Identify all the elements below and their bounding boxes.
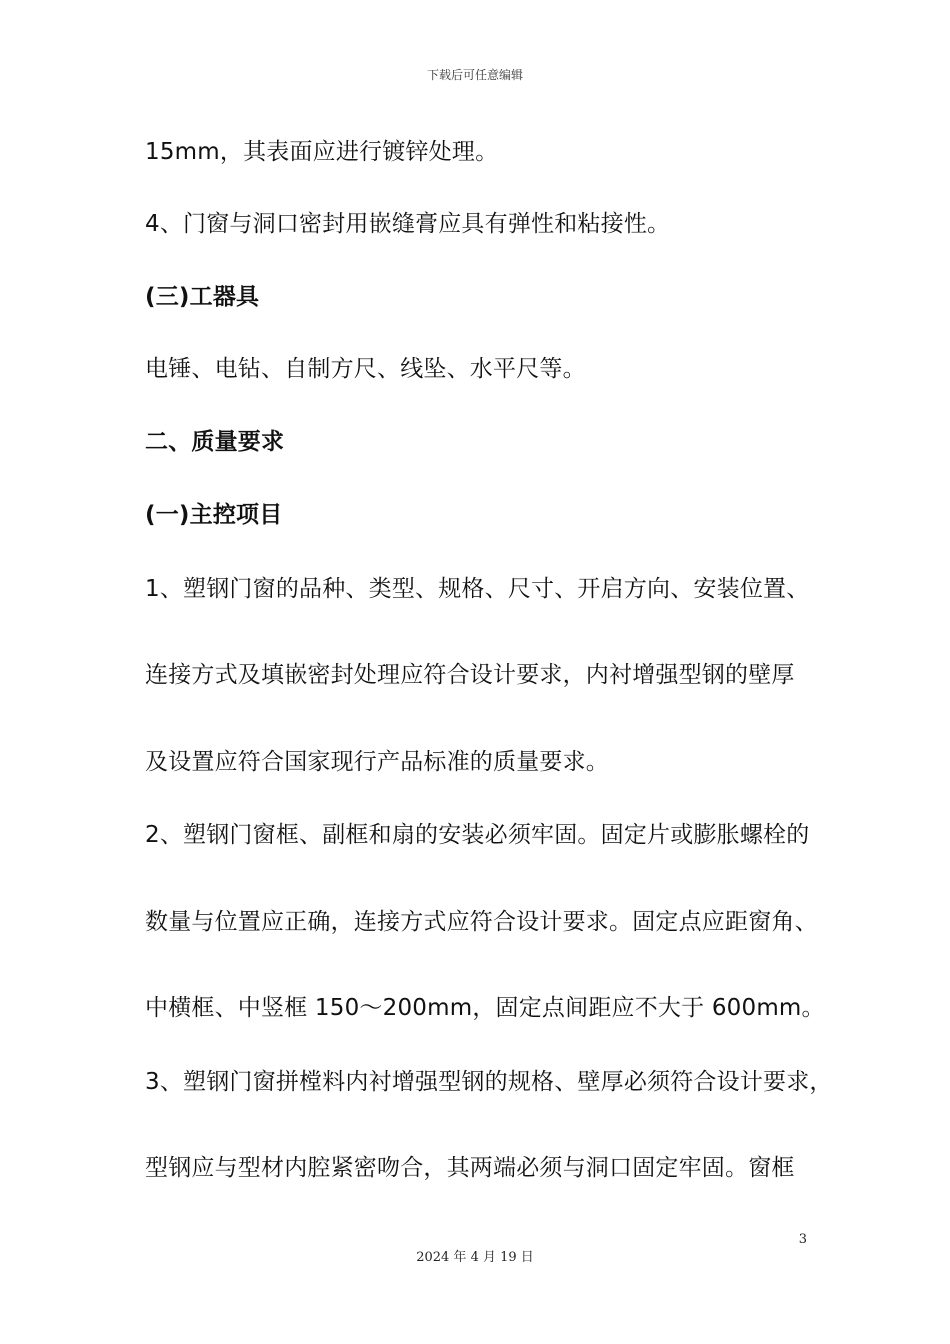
body-line-item2-a: 2、塑钢门窗框、副框和扇的安装必须牢固。固定片或膨胀螺栓的 xyxy=(145,822,810,848)
section-heading-tools: (三)工器具 xyxy=(145,284,260,310)
section-heading-quality: 二、质量要求 xyxy=(145,429,285,455)
body-line-item2-b: 数量与位置应正确，连接方式应符合设计要求。固定点应距窗角、 xyxy=(145,909,818,935)
footer-date: 2024 年 4 月 19 日 xyxy=(416,1250,534,1265)
body-line-item1-b: 连接方式及填嵌密封处理应符合设计要求，内衬增强型钢的壁厚 xyxy=(145,662,795,688)
section-heading-main-items: (一)主控项目 xyxy=(145,502,283,528)
body-line-2: 4、门窗与洞口密封用嵌缝膏应具有弹性和粘接性。 xyxy=(145,211,671,237)
body-line-tools-list: 电锤、电钻、自制方尺、线坠、水平尺等。 xyxy=(145,356,586,382)
body-line-item3-b: 型钢应与型材内腔紧密吻合，其两端必须与洞口固定牢固。窗框 xyxy=(145,1155,795,1181)
page-number: 3 xyxy=(798,1232,807,1247)
body-line-1: 15mm，其表面应进行镀锌处理。 xyxy=(145,139,499,165)
body-line-item3-a: 3、塑钢门窗拼樘料内衬增强型钢的规格、壁厚必须符合设计要求， xyxy=(145,1069,833,1095)
body-line-item1-c: 及设置应符合国家现行产品标准的质量要求。 xyxy=(145,749,609,775)
body-line-item1-a: 1、塑钢门窗的品种、类型、规格、尺寸、开启方向、安装位置、 xyxy=(145,576,810,602)
page-header: 下载后可任意编辑 xyxy=(426,68,523,82)
body-line-item2-c: 中横框、中竖框 150～200mm，固定点间距应不大于 600mm。 xyxy=(145,995,825,1021)
